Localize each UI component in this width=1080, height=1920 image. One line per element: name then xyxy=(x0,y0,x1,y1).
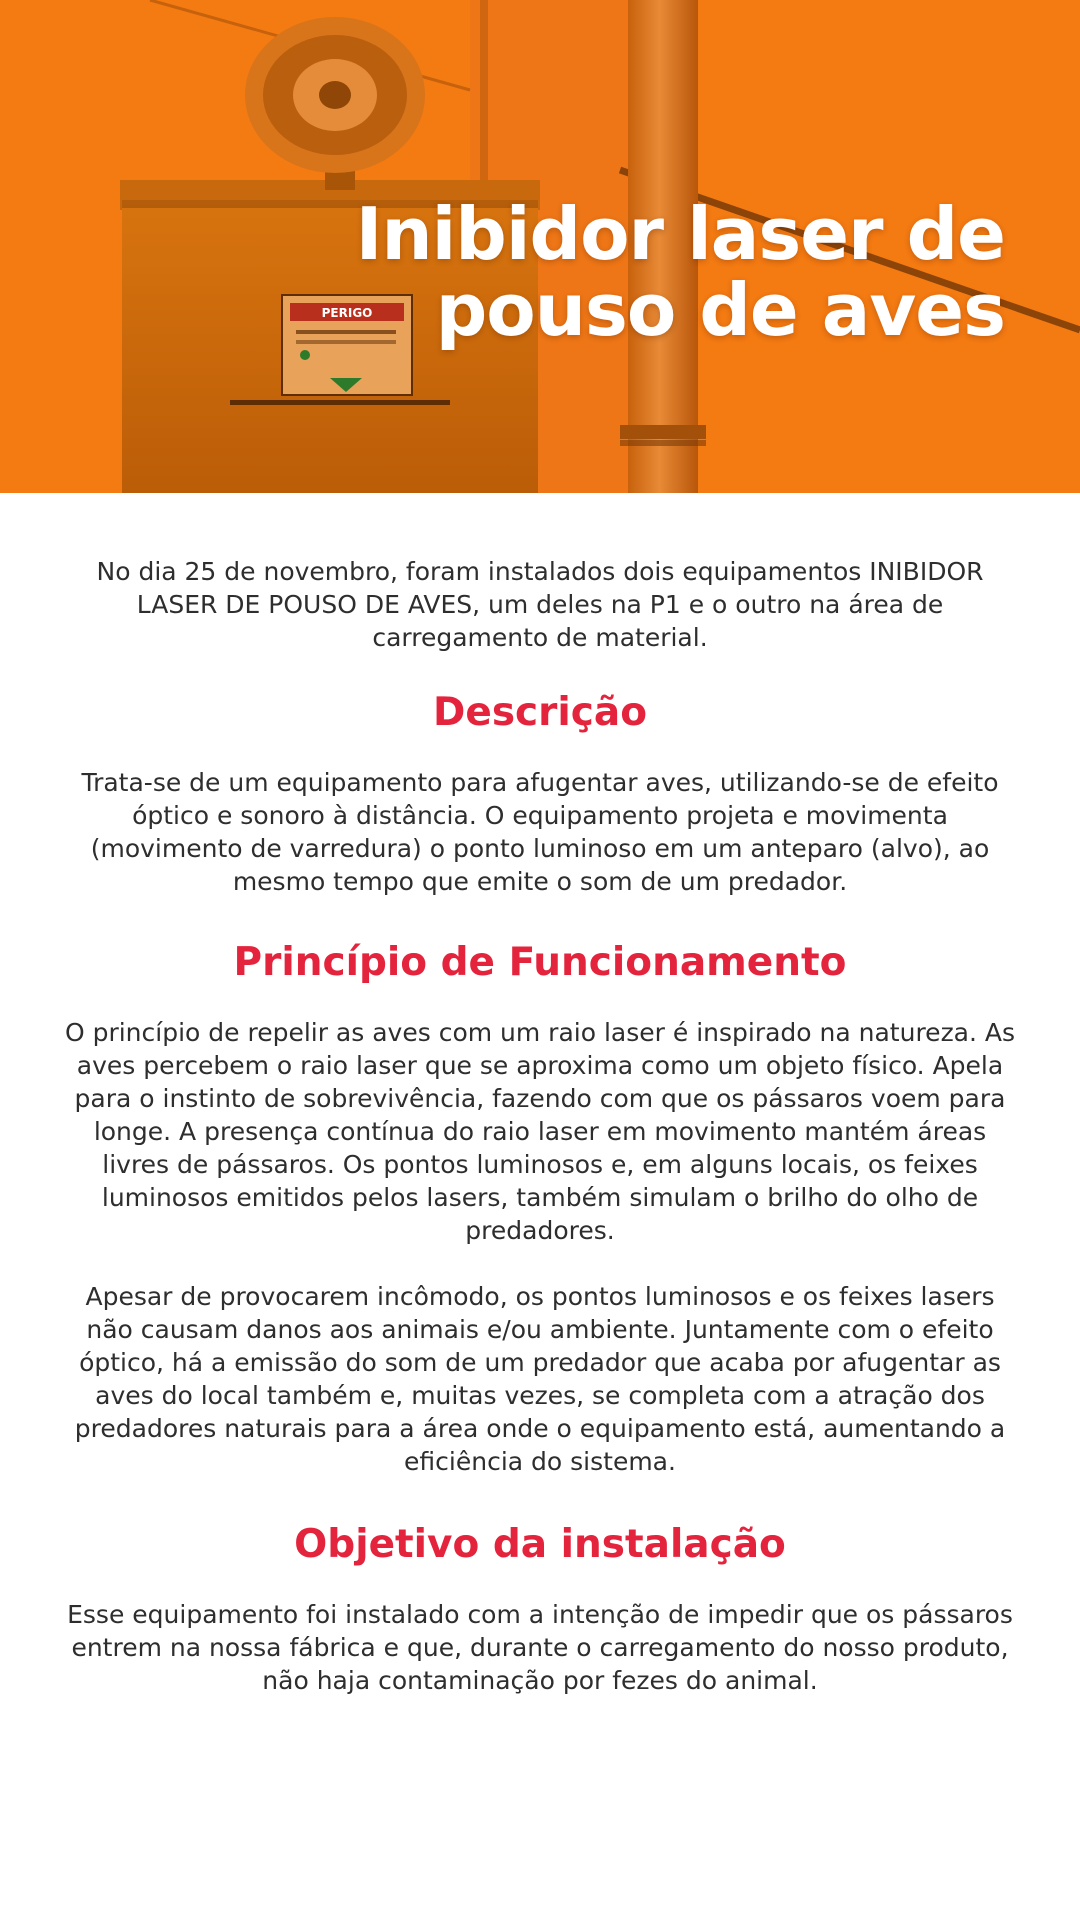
hero-title-line-1: Inibidor laser de xyxy=(355,192,1005,276)
principle-paragraph-1: O princípio de repelir as aves com um raio laser é inspirado na natureza. As aves percebem o raio laser que se aproxima como um objeto físico. Apela para o instinto de sobrevivência, fazendo com que os pássaros voem para longe. A presença contínua do raio laser em movimento mantém áreas livres de pássaros. Os pontos luminosos e, em alguns locais, os feixes luminosos emitidos pelos lasers, também simulam o brilho do olho de predadores. xyxy=(64,1018,1016,1245)
hero-title xyxy=(245,192,1005,352)
section-objective xyxy=(60,1522,1020,1697)
section-heading-description: Descrição xyxy=(433,690,647,735)
hero-title-line-2: pouso de aves xyxy=(435,268,1005,352)
warning-label-text: PERIGO xyxy=(321,306,373,320)
intro-paragraph: No dia 25 de novembro, foram instalados dois equipamentos INIBIDOR LASER DE POUSO DE AVES, um deles na P1 e o outro na área de carregamento de material. xyxy=(96,557,984,652)
section-description xyxy=(60,690,1020,898)
section-heading-objective: Objetivo da instalação xyxy=(294,1522,786,1567)
hero-banner xyxy=(0,0,1080,493)
principle-paragraph-2: Apesar de provocarem incômodo, os pontos luminosos e os feixes lasers não causam danos aos animais e/ou ambiente. Juntamente com o efeito óptico, há a emissão do som de um predador que acaba por afugentar as aves do local também e, muitas vezes, se completa com a atração dos predadores naturais para a área onde o equipamento está, aumentando a eficiência do sistema. xyxy=(74,1282,1006,1476)
section-principle xyxy=(60,940,1020,1478)
description-paragraph: Trata-se de um equipamento para afugentar aves, utilizando-se de efeito óptico e sonoro à distância. O equipamento projeta e movimenta (movimento de varredura) o ponto luminoso em um anteparo (alvo), ao mesmo tempo que emite o som de um predador. xyxy=(81,768,999,896)
section-heading-principle: Princípio de Funcionamento xyxy=(233,940,847,985)
intro-block xyxy=(60,555,1020,654)
objective-paragraph: Esse equipamento foi instalado com a intenção de impedir que os pássaros entrem na nossa fábrica e que, durante o carregamento do nosso produto, não haja contaminação por fezes do animal. xyxy=(67,1600,1013,1695)
